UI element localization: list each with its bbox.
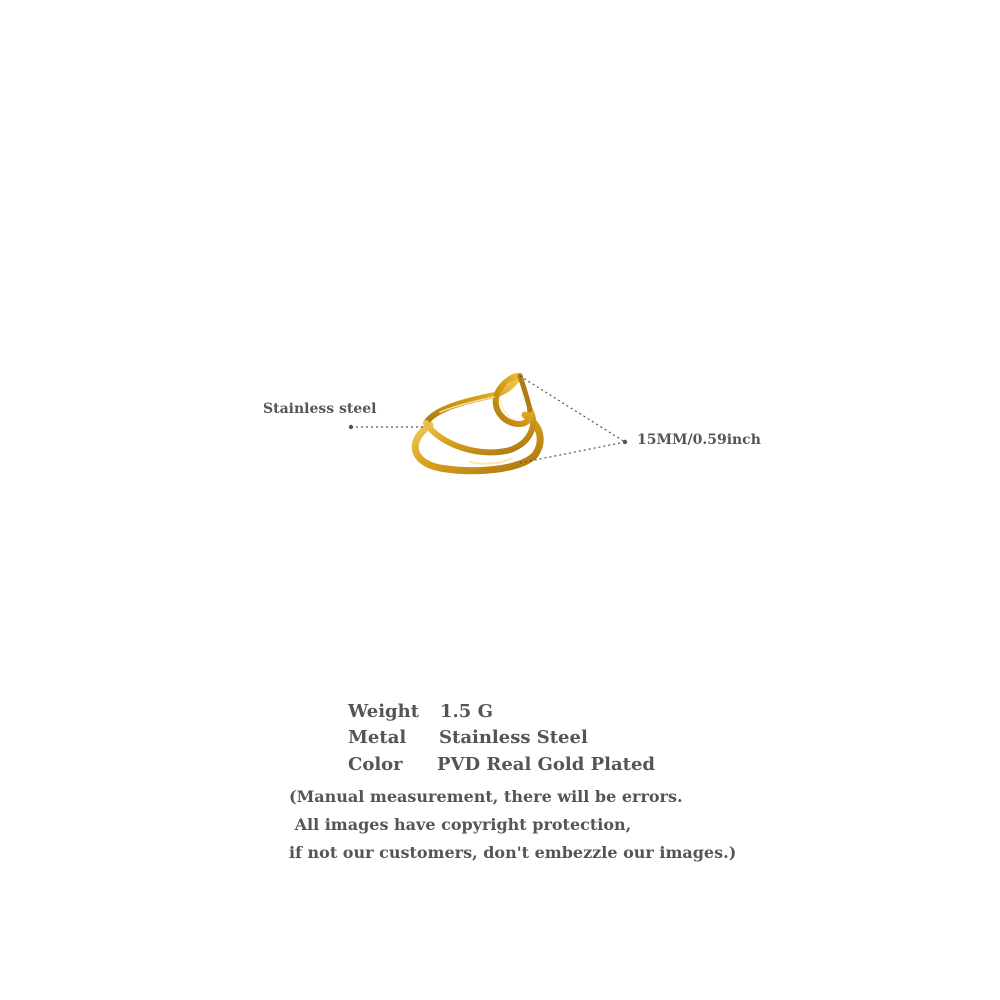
spec-label: Weight bbox=[348, 701, 420, 722]
size-callout: 15MM/0.59inch bbox=[637, 432, 761, 448]
spec-row-metal bbox=[348, 727, 648, 751]
disclaimer-line: All images have copyright protection, bbox=[289, 815, 632, 834]
spec-row-weight bbox=[348, 701, 648, 725]
spec-label: Metal bbox=[348, 727, 407, 748]
spec-value: Stainless Steel bbox=[439, 727, 588, 748]
spec-label: Color bbox=[348, 754, 403, 775]
disclaimer-line: (Manual measurement, there will be errors. bbox=[289, 787, 683, 806]
spec-value: 1.5 G bbox=[440, 701, 493, 722]
material-callout: Stainless steel bbox=[263, 401, 377, 417]
size-leader-dot bbox=[623, 440, 627, 444]
material-leader-dot bbox=[349, 425, 353, 429]
spec-row-color bbox=[348, 754, 656, 778]
ring-band bbox=[415, 376, 540, 471]
disclaimer-line: if not our customers, don't embezzle our images.) bbox=[289, 843, 737, 862]
spec-value: PVD Real Gold Plated bbox=[437, 754, 656, 775]
